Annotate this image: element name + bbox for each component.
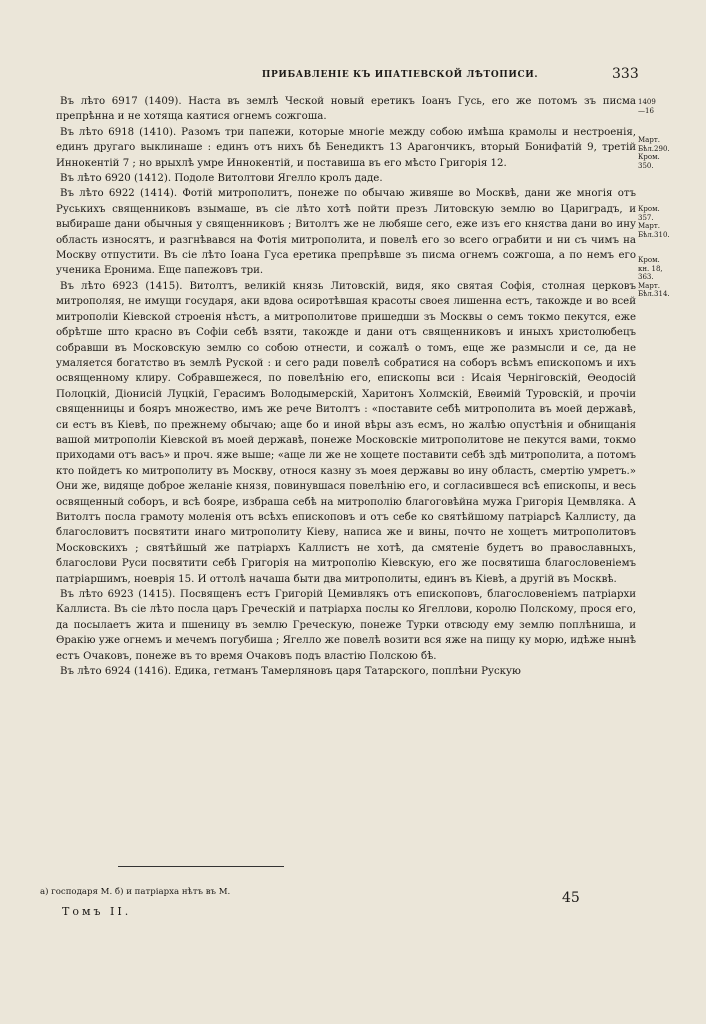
- margin-note-ref: [638, 136, 700, 170]
- footnotes: а) господаря М. б) и патріарха нѣтъ въ М.: [40, 887, 231, 897]
- margin-note: 350.: [638, 161, 654, 170]
- margin-note: Бѣл.310.: [638, 230, 670, 239]
- margin-note: кн. 18,: [638, 264, 663, 273]
- entry-1415-a: Въ лѣто 6923 (1415). Витолтъ, великій князь Литовскій, видя, яко святая Софія, столная церковъ митрополяя, не имущи государя, аки вдова осиротѣвшая красоты своея лишенна естъ, такожде и во всей митрополіи Кіевской строенія нѣстъ, а митрополитове пришедши зъ Москвы о семъ токмо пекутся, еже обрѣтше што красно въ Софіи себѣ взяти, такожде и дани отъ священниковъ и иныхъ христолюбецъ собравши въ Московскую землю со собою отнести, и сожалѣ о томъ, еще же размысли и се, да не умаляется богатство въ землѣ Руской : и сего ради повелѣ собратися на соборъ всѣмъ епископомъ и ихъ освященному клиру. Собравшежеся, по повелѣнію его, епископы вси : Исаія Черніговскій, Ѳеодосій Полоцкій, Діонисій Луцкій, Герасимъ Володымерскій, Харитонъ Холмскій, Евѳимій Туровскій, и прочіи священницы и бояръ множество, имъ же рече Витолтъ : «поставите себѣ митрополита въ моей державѣ, си естъ въ Кіевѣ, по прежнему обычаю; аще бо и иной вѣры азъ есмъ, но жалѣю опустѣнія и обнищанія вашой митрополіи Кіевской въ моей державѣ, понеже Московскіе митрополитове не пекутся вами, токмо приходами отъ васъ» и проч. яже выше; «аще ли же не хощете поставити себѣ здѣ митрополита, а потомъ кто пойдетъ ко митрополиту въ Москву, относя казну зъ моея державы во ину область, смертію умретъ.» Они же, видяще доброе желаніе князя, повинувшася повелѣнію его, и согласившеся всѣ епископы, и весь освященный соборъ, и всѣ бояре, избраша себѣ на митрополію благоговѣйна мужа Григорія Цемвляка. А Витолтъ посла грамоту моленія отъ всѣхъ епископовъ и отъ себе ко святѣйшому патріарсѣ Каллисту, да благословитъ посвятити инаго митрополиту Кіеву, написа же и вины, почто не хощетъ митрополитовъ Московскихъ ; святѣйшый же патріархъ Каллистъ не хотѣ, да смятеніе будетъ во православныхъ, благослови Руси посвятити себѣ Григорія на митрополію Кіевскую, его же посвятиша благословеніемъ патріаршимъ, ноеврія 15. И оттолѣ начаша быти два митрополиты, единъ въ Кіевѣ, а другій въ Москвѣ.: [56, 280, 636, 585]
- entry-1412: Въ лѣто 6920 (1412). Подоле Витолтови Ягелло кролъ даде.: [60, 173, 383, 185]
- margin-note-year: [638, 98, 700, 115]
- margin-note: 357.: [638, 213, 654, 222]
- signature-mark: 45: [562, 890, 580, 906]
- margin-note: Бѣл.290.: [638, 144, 670, 153]
- entry-1409: Въ лѣто 6917 (1409). Наста въ землѣ Ческой новый еретикъ Іоанъ Гусь, его же потомъ зъ писма препрѣнна и не хотяща каятися огнемъ сожгоша.: [56, 96, 636, 123]
- entry-1414: Въ лѣто 6922 (1414). Фотій митрополитъ, понеже по обычаю живяше во Москвѣ, дани же многія отъ Руськихъ священниковъ взымаше, въ сіе лѣто хотѣ пойти презъ Литовскую землю во Цариградъ, и выбираше дани обычныя у священниковъ ; Витолтъ же не любяше сего, еже изъ его княства дани во ину область износятъ, и разгнѣвався на Фотія митрополита, и повелѣ его зо всего ограбити и ни съ чимъ на Москву отпустити. Въ сіе лѣто Іоана Гуса еретика препрѣвше зъ писма огнемъ сожгоша, а по немъ его ученика Еронима. Еще папежовъ три.: [56, 188, 636, 277]
- footnote-divider: [118, 866, 284, 867]
- margin-note: Март.: [638, 281, 660, 290]
- margin-note: 1409: [638, 98, 656, 106]
- running-header: ПРИБАВЛЕНІЕ КЪ ИПАТІЕВСКОЙ ЛѢТОПИСИ.: [261, 70, 539, 80]
- margin-note: Март.: [638, 222, 660, 230]
- margin-note: Кром.: [638, 256, 660, 264]
- margin-note: Бѣл.314.: [638, 290, 670, 298]
- entry-1410: Въ лѣто 6918 (1410). Разомъ три папежи, которые многіе между собою имѣша крамолы и нестроенія, единъ другаго выклинаше : единъ отъ нихъ бѣ Бенедиктъ 13 Арагончикъ, вторый Бонифатій 9, третій Иннокентій 7 ; но врыхлѣ умре Иннокентій, и поставиша въ его мѣсто Григорія 12.: [56, 126, 636, 169]
- margin-note: —16: [638, 106, 654, 115]
- margin-note: Кром.: [638, 205, 660, 213]
- page-number: 333: [612, 66, 639, 82]
- entry-1415-b: Въ лѣто 6923 (1415). Посвященъ естъ Григорій Цемивлякъ отъ епископовъ, благословеніемъ патріархи Каллиста. Въ сіе лѣто посла царъ Греческій и патріарха послы ко Ягеллови, королю Полскому, прося его, да посылаетъ жита и пшеницу въ землю Греческую, понеже Турки отвсюду ему землю поплѣниша, и Ѳракію уже огнемъ и мечемъ погубиша ; Ягелло же повелѣ возити вся яже на пищу ку морю, идѣже нынѣ естъ Очаковъ, понеже въ то время Очаковъ подъ властію Полскою бѣ.: [56, 589, 636, 662]
- page-body: [56, 94, 636, 679]
- margin-note: Кром.: [638, 153, 660, 161]
- margin-note: Март.: [638, 136, 660, 144]
- volume-label: Томъ II.: [62, 905, 132, 918]
- margin-note-ref: [638, 256, 700, 299]
- margin-note: 363.: [638, 273, 654, 281]
- margin-note-ref: [638, 205, 700, 239]
- entry-1416: Въ лѣто 6924 (1416). Едика, гетманъ Тамерляновъ царя Татарского, поплѣни Рускую: [60, 666, 521, 678]
